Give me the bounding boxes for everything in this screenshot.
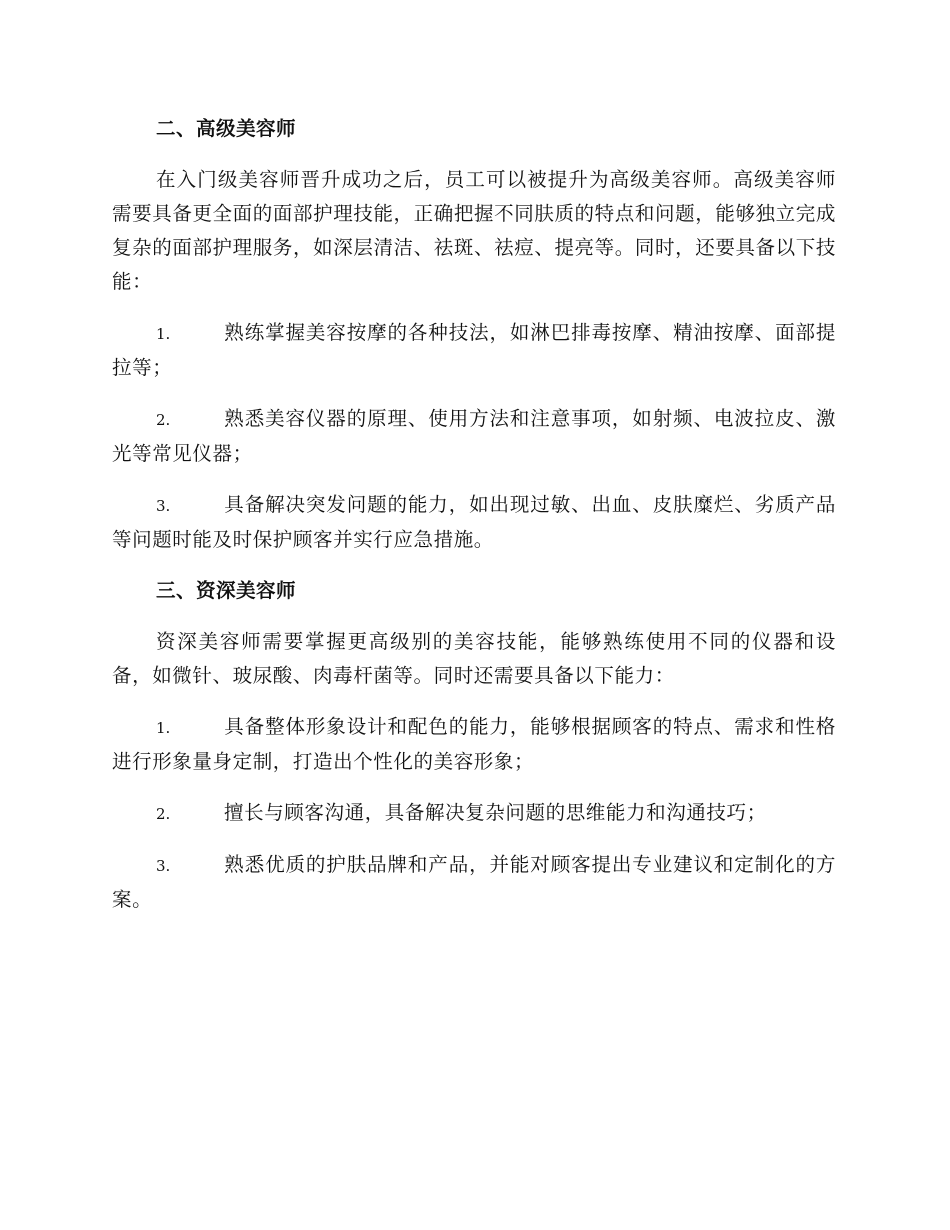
list-item: [112, 488, 836, 557]
list-item: [112, 796, 836, 831]
list-item: [112, 710, 836, 779]
section-intro-senior: 在入门级美容师晋升成功之后，员工可以被提升为高级美容师。高级美容师需要具备更全面的面部护理技能，正确把握不同肤质的特点和问题，能够独立完成复杂的面部护理服务，如深层清洁、祛斑、祛痘、提亮等。同时，还要具备以下技能：: [112, 168, 836, 293]
list-item-text: 具备解决突发问题的能力，如出现过敏、出血、皮肤糜烂、劣质产品等问题时能及时保护顾客并实行应急措施。: [112, 493, 836, 551]
section-intro-expert: 资深美容师需要掌握更高级别的美容技能，能够熟练使用不同的仪器和设备，如微针、玻尿酸、肉毒杆菌等。同时还需要具备以下能力：: [112, 630, 836, 687]
document-body: [112, 112, 836, 934]
list-item: [112, 402, 836, 471]
list-item-text: 熟悉美容仪器的原理、使用方法和注意事项，如射频、电波拉皮、激光等常见仪器；: [112, 407, 836, 465]
section-heading-senior: 二、高级美容师: [156, 117, 297, 140]
list-item-number: 1.: [156, 719, 171, 737]
list-item-number: 2.: [156, 411, 171, 429]
list-item-number: 1.: [156, 325, 171, 343]
list-item-number: 3.: [156, 857, 171, 875]
list-item-text: 熟练掌握美容按摩的各种技法，如淋巴排毒按摩、精油按摩、面部提拉等；: [112, 321, 836, 379]
list-item-text: 具备整体形象设计和配色的能力，能够根据顾客的特点、需求和性格进行形象量身定制，打造出个性化的美容形象；: [112, 715, 836, 773]
list-item-number: 3.: [156, 497, 171, 515]
list-item-text: 擅长与顾客沟通，具备解决复杂问题的思维能力和沟通技巧；: [224, 801, 767, 824]
list-item: [112, 848, 836, 917]
section-heading-expert: 三、资深美容师: [156, 579, 297, 602]
list-item-number: 2.: [156, 805, 171, 823]
list-item: [112, 316, 836, 385]
list-item-text: 熟悉优质的护肤品牌和产品，并能对顾客提出专业建议和定制化的方案。: [112, 853, 836, 911]
